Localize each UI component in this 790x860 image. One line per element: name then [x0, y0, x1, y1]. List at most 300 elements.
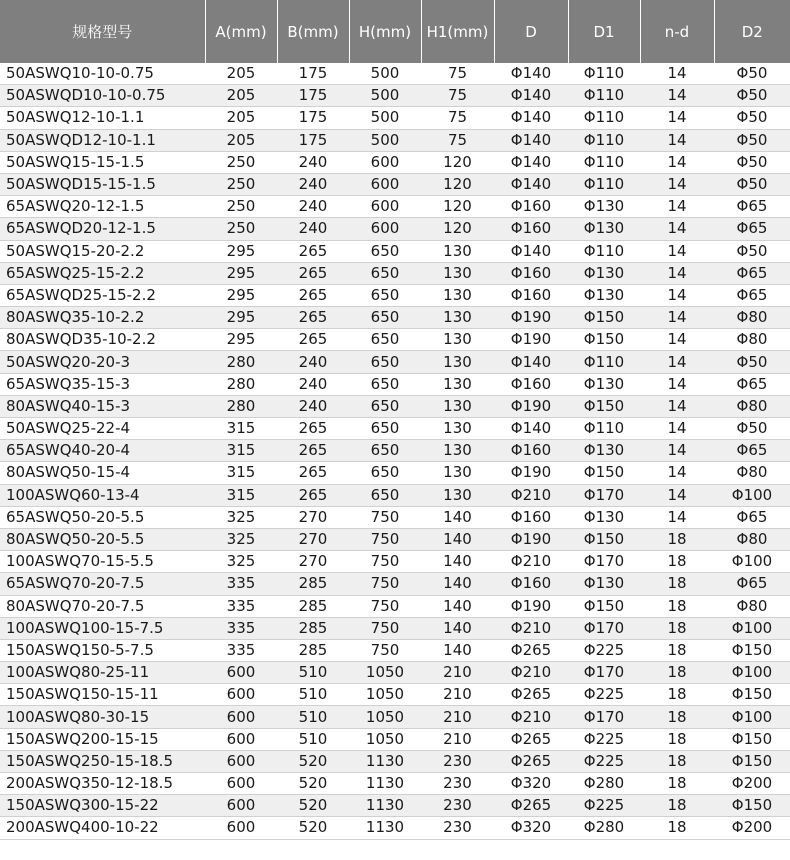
value-cell: 14	[640, 173, 714, 195]
value-cell: 295	[205, 284, 277, 306]
value-cell: Φ150	[714, 795, 790, 817]
model-cell: 50ASWQ12-10-1.1	[0, 107, 205, 129]
value-cell: 600	[205, 817, 277, 839]
value-cell: Φ320	[494, 817, 568, 839]
value-cell: Φ190	[494, 329, 568, 351]
value-cell: 14	[640, 107, 714, 129]
value-cell: 230	[421, 773, 494, 795]
value-cell: Φ150	[714, 728, 790, 750]
value-cell: Φ130	[568, 262, 640, 284]
table-row	[0, 795, 790, 817]
value-cell: Φ265	[494, 639, 568, 661]
table-row	[0, 484, 790, 506]
value-cell: Φ140	[494, 151, 568, 173]
model-cell: 100ASWQ60-13-4	[0, 484, 205, 506]
value-cell: 510	[277, 662, 349, 684]
model-cell: 100ASWQ80-30-15	[0, 706, 205, 728]
value-cell: Φ110	[568, 151, 640, 173]
value-cell: 270	[277, 528, 349, 550]
value-cell: Φ265	[494, 728, 568, 750]
table-row	[0, 351, 790, 373]
model-cell: 150ASWQ150-15-11	[0, 684, 205, 706]
value-cell: 14	[640, 85, 714, 107]
value-cell: Φ150	[568, 528, 640, 550]
value-cell: Φ80	[714, 595, 790, 617]
value-cell: Φ320	[494, 773, 568, 795]
value-cell: 650	[349, 262, 421, 284]
value-cell: 1130	[349, 773, 421, 795]
value-cell: 120	[421, 173, 494, 195]
value-cell: 335	[205, 595, 277, 617]
value-cell: Φ110	[568, 107, 640, 129]
value-cell: 230	[421, 795, 494, 817]
value-cell: Φ65	[714, 262, 790, 284]
header-row	[0, 0, 790, 63]
value-cell: 240	[277, 151, 349, 173]
value-cell: 250	[205, 173, 277, 195]
value-cell: Φ190	[494, 595, 568, 617]
model-cell: 150ASWQ200-15-15	[0, 728, 205, 750]
value-cell: 18	[640, 795, 714, 817]
value-cell: 210	[421, 662, 494, 684]
value-cell: Φ50	[714, 418, 790, 440]
value-cell: 250	[205, 218, 277, 240]
value-cell: 600	[349, 173, 421, 195]
value-cell: 650	[349, 329, 421, 351]
value-cell: 75	[421, 63, 494, 85]
table-row	[0, 63, 790, 85]
value-cell: Φ190	[494, 462, 568, 484]
value-cell: Φ110	[568, 63, 640, 85]
value-cell: Φ50	[714, 240, 790, 262]
value-cell: 325	[205, 528, 277, 550]
model-cell: 65ASWQ20-12-1.5	[0, 196, 205, 218]
value-cell: 205	[205, 129, 277, 151]
value-cell: 285	[277, 639, 349, 661]
value-cell: 18	[640, 595, 714, 617]
value-cell: Φ225	[568, 750, 640, 772]
value-cell: Φ110	[568, 240, 640, 262]
value-cell: 140	[421, 551, 494, 573]
value-cell: Φ160	[494, 440, 568, 462]
value-cell: 750	[349, 617, 421, 639]
value-cell: Φ100	[714, 484, 790, 506]
value-cell: Φ65	[714, 373, 790, 395]
value-cell: 265	[277, 240, 349, 262]
table-row	[0, 107, 790, 129]
value-cell: Φ225	[568, 795, 640, 817]
value-cell: 240	[277, 196, 349, 218]
value-cell: 14	[640, 284, 714, 306]
value-cell: 120	[421, 151, 494, 173]
value-cell: 315	[205, 462, 277, 484]
value-cell: Φ65	[714, 218, 790, 240]
value-cell: 500	[349, 63, 421, 85]
value-cell: 650	[349, 240, 421, 262]
value-cell: Φ210	[494, 706, 568, 728]
value-cell: Φ80	[714, 528, 790, 550]
model-cell: 65ASWQD20-12-1.5	[0, 218, 205, 240]
value-cell: Φ265	[494, 795, 568, 817]
value-cell: 240	[277, 218, 349, 240]
value-cell: 520	[277, 773, 349, 795]
model-cell: 65ASWQ25-15-2.2	[0, 262, 205, 284]
value-cell: 250	[205, 151, 277, 173]
column-header: B(mm)	[277, 0, 349, 63]
column-header: n-d	[640, 0, 714, 63]
value-cell: 295	[205, 329, 277, 351]
value-cell: 315	[205, 440, 277, 462]
table-row	[0, 551, 790, 573]
table-row	[0, 262, 790, 284]
value-cell: Φ140	[494, 63, 568, 85]
value-cell: 14	[640, 506, 714, 528]
value-cell: 210	[421, 706, 494, 728]
column-header: H1(mm)	[421, 0, 494, 63]
value-cell: 14	[640, 351, 714, 373]
value-cell: 315	[205, 484, 277, 506]
value-cell: 18	[640, 684, 714, 706]
value-cell: Φ160	[494, 284, 568, 306]
value-cell: 14	[640, 240, 714, 262]
value-cell: Φ150	[568, 462, 640, 484]
value-cell: Φ100	[714, 662, 790, 684]
value-cell: 18	[640, 750, 714, 772]
value-cell: Φ80	[714, 462, 790, 484]
value-cell: 520	[277, 817, 349, 839]
table-row	[0, 196, 790, 218]
table-row	[0, 462, 790, 484]
value-cell: 14	[640, 373, 714, 395]
value-cell: 1050	[349, 706, 421, 728]
column-header: D1	[568, 0, 640, 63]
value-cell: 230	[421, 750, 494, 772]
value-cell: 265	[277, 329, 349, 351]
value-cell: 265	[277, 284, 349, 306]
value-cell: 600	[205, 773, 277, 795]
table-row	[0, 129, 790, 151]
value-cell: 14	[640, 151, 714, 173]
value-cell: 650	[349, 351, 421, 373]
value-cell: 240	[277, 373, 349, 395]
model-cell: 80ASWQ50-20-5.5	[0, 528, 205, 550]
value-cell: 650	[349, 307, 421, 329]
table-row	[0, 750, 790, 772]
value-cell: 265	[277, 440, 349, 462]
column-header: A(mm)	[205, 0, 277, 63]
value-cell: 265	[277, 262, 349, 284]
value-cell: Φ190	[494, 528, 568, 550]
table-row	[0, 440, 790, 462]
table-row	[0, 329, 790, 351]
value-cell: Φ50	[714, 351, 790, 373]
table-row	[0, 418, 790, 440]
model-cell: 50ASWQD15-15-1.5	[0, 173, 205, 195]
model-cell: 100ASWQ80-25-11	[0, 662, 205, 684]
value-cell: 175	[277, 107, 349, 129]
table-row	[0, 573, 790, 595]
value-cell: 175	[277, 85, 349, 107]
table-row	[0, 662, 790, 684]
value-cell: Φ140	[494, 107, 568, 129]
table-body	[0, 63, 790, 839]
table-row	[0, 85, 790, 107]
value-cell: 75	[421, 85, 494, 107]
value-cell: 140	[421, 595, 494, 617]
table-row	[0, 684, 790, 706]
value-cell: Φ130	[568, 196, 640, 218]
value-cell: 295	[205, 307, 277, 329]
value-cell: 14	[640, 440, 714, 462]
value-cell: 500	[349, 107, 421, 129]
value-cell: Φ130	[568, 373, 640, 395]
value-cell: 500	[349, 85, 421, 107]
value-cell: Φ210	[494, 662, 568, 684]
model-cell: 80ASWQ35-10-2.2	[0, 307, 205, 329]
value-cell: Φ80	[714, 307, 790, 329]
value-cell: 265	[277, 418, 349, 440]
value-cell: 335	[205, 617, 277, 639]
value-cell: Φ190	[494, 395, 568, 417]
value-cell: 1050	[349, 662, 421, 684]
value-cell: 650	[349, 440, 421, 462]
value-cell: 650	[349, 484, 421, 506]
model-cell: 50ASWQ10-10-0.75	[0, 63, 205, 85]
value-cell: Φ265	[494, 684, 568, 706]
value-cell: 1130	[349, 750, 421, 772]
value-cell: 14	[640, 329, 714, 351]
value-cell: 18	[640, 551, 714, 573]
table-row	[0, 151, 790, 173]
table-row	[0, 307, 790, 329]
value-cell: Φ110	[568, 173, 640, 195]
table-row	[0, 773, 790, 795]
value-cell: 295	[205, 240, 277, 262]
value-cell: 750	[349, 595, 421, 617]
value-cell: 520	[277, 750, 349, 772]
value-cell: Φ160	[494, 196, 568, 218]
value-cell: 280	[205, 395, 277, 417]
value-cell: 750	[349, 573, 421, 595]
column-header: D	[494, 0, 568, 63]
value-cell: Φ150	[568, 595, 640, 617]
value-cell: 600	[205, 795, 277, 817]
table-row	[0, 595, 790, 617]
value-cell: Φ100	[714, 706, 790, 728]
value-cell: 130	[421, 262, 494, 284]
value-cell: 18	[640, 573, 714, 595]
table-row	[0, 284, 790, 306]
model-cell: 65ASWQD25-15-2.2	[0, 284, 205, 306]
value-cell: 285	[277, 573, 349, 595]
value-cell: Φ65	[714, 284, 790, 306]
value-cell: Φ160	[494, 373, 568, 395]
value-cell: Φ50	[714, 85, 790, 107]
model-cell: 80ASWQ50-15-4	[0, 462, 205, 484]
value-cell: Φ150	[568, 395, 640, 417]
value-cell: 650	[349, 395, 421, 417]
value-cell: Φ110	[568, 85, 640, 107]
value-cell: 130	[421, 484, 494, 506]
value-cell: 1130	[349, 817, 421, 839]
value-cell: Φ170	[568, 706, 640, 728]
value-cell: 130	[421, 373, 494, 395]
value-cell: 315	[205, 418, 277, 440]
table-row	[0, 240, 790, 262]
value-cell: Φ130	[568, 506, 640, 528]
value-cell: 750	[349, 639, 421, 661]
value-cell: Φ130	[568, 573, 640, 595]
table-row	[0, 817, 790, 839]
model-cell: 200ASWQ400-10-22	[0, 817, 205, 839]
value-cell: Φ65	[714, 440, 790, 462]
model-cell: 80ASWQ70-20-7.5	[0, 595, 205, 617]
value-cell: Φ80	[714, 395, 790, 417]
value-cell: 205	[205, 85, 277, 107]
value-cell: Φ50	[714, 107, 790, 129]
value-cell: 140	[421, 573, 494, 595]
value-cell: Φ140	[494, 418, 568, 440]
value-cell: 510	[277, 684, 349, 706]
value-cell: Φ150	[714, 750, 790, 772]
value-cell: Φ140	[494, 173, 568, 195]
value-cell: 600	[205, 706, 277, 728]
value-cell: 335	[205, 573, 277, 595]
value-cell: Φ150	[714, 684, 790, 706]
value-cell: 18	[640, 728, 714, 750]
value-cell: Φ160	[494, 573, 568, 595]
value-cell: 14	[640, 418, 714, 440]
value-cell: 1050	[349, 728, 421, 750]
value-cell: Φ100	[714, 551, 790, 573]
model-cell: 150ASWQ250-15-18.5	[0, 750, 205, 772]
model-cell: 50ASWQ25-22-4	[0, 418, 205, 440]
value-cell: Φ65	[714, 573, 790, 595]
table-row	[0, 373, 790, 395]
table-row	[0, 617, 790, 639]
value-cell: 265	[277, 307, 349, 329]
value-cell: 750	[349, 506, 421, 528]
value-cell: Φ225	[568, 728, 640, 750]
value-cell: Φ50	[714, 63, 790, 85]
value-cell: Φ280	[568, 773, 640, 795]
value-cell: Φ190	[494, 307, 568, 329]
value-cell: 295	[205, 262, 277, 284]
value-cell: Φ210	[494, 617, 568, 639]
value-cell: 270	[277, 506, 349, 528]
value-cell: 14	[640, 307, 714, 329]
model-cell: 65ASWQ35-15-3	[0, 373, 205, 395]
table-row	[0, 173, 790, 195]
model-cell: 65ASWQ70-20-7.5	[0, 573, 205, 595]
model-cell: 65ASWQ40-20-4	[0, 440, 205, 462]
value-cell: 600	[349, 151, 421, 173]
value-cell: 14	[640, 196, 714, 218]
model-cell: 50ASWQ15-20-2.2	[0, 240, 205, 262]
value-cell: Φ140	[494, 129, 568, 151]
value-cell: 18	[640, 662, 714, 684]
value-cell: Φ200	[714, 773, 790, 795]
value-cell: Φ200	[714, 817, 790, 839]
value-cell: Φ130	[568, 284, 640, 306]
model-cell: 50ASWQ15-15-1.5	[0, 151, 205, 173]
value-cell: Φ50	[714, 129, 790, 151]
model-cell: 65ASWQ50-20-5.5	[0, 506, 205, 528]
value-cell: 265	[277, 484, 349, 506]
value-cell: Φ170	[568, 617, 640, 639]
value-cell: 250	[205, 196, 277, 218]
value-cell: Φ170	[568, 484, 640, 506]
value-cell: 130	[421, 307, 494, 329]
value-cell: 650	[349, 462, 421, 484]
model-cell: 200ASWQ350-12-18.5	[0, 773, 205, 795]
table-row	[0, 395, 790, 417]
value-cell: Φ140	[494, 351, 568, 373]
value-cell: 500	[349, 129, 421, 151]
table-row	[0, 506, 790, 528]
value-cell: 130	[421, 462, 494, 484]
value-cell: Φ65	[714, 506, 790, 528]
value-cell: 280	[205, 373, 277, 395]
model-cell: 50ASWQ20-20-3	[0, 351, 205, 373]
value-cell: 270	[277, 551, 349, 573]
value-cell: 240	[277, 351, 349, 373]
value-cell: Φ140	[494, 240, 568, 262]
value-cell: 18	[640, 706, 714, 728]
value-cell: Φ225	[568, 684, 640, 706]
value-cell: 14	[640, 218, 714, 240]
value-cell: 1130	[349, 795, 421, 817]
value-cell: 335	[205, 639, 277, 661]
model-cell: 80ASWQ40-15-3	[0, 395, 205, 417]
model-cell: 50ASWQD10-10-0.75	[0, 85, 205, 107]
value-cell: 510	[277, 728, 349, 750]
value-cell: Φ100	[714, 617, 790, 639]
value-cell: 140	[421, 506, 494, 528]
value-cell: Φ110	[568, 351, 640, 373]
value-cell: Φ65	[714, 196, 790, 218]
model-cell: 80ASWQD35-10-2.2	[0, 329, 205, 351]
value-cell: Φ225	[568, 639, 640, 661]
value-cell: 175	[277, 63, 349, 85]
value-cell: 14	[640, 484, 714, 506]
value-cell: Φ110	[568, 418, 640, 440]
value-cell: 280	[205, 351, 277, 373]
column-header: 规格型号	[0, 0, 205, 63]
value-cell: 18	[640, 773, 714, 795]
value-cell: Φ160	[494, 262, 568, 284]
value-cell: 120	[421, 218, 494, 240]
value-cell: 325	[205, 506, 277, 528]
value-cell: Φ130	[568, 440, 640, 462]
value-cell: 285	[277, 595, 349, 617]
value-cell: 600	[205, 728, 277, 750]
value-cell: Φ150	[568, 307, 640, 329]
column-header: D2	[714, 0, 790, 63]
value-cell: 600	[349, 196, 421, 218]
table-row	[0, 639, 790, 661]
value-cell: 650	[349, 373, 421, 395]
value-cell: 600	[349, 218, 421, 240]
value-cell: 18	[640, 528, 714, 550]
value-cell: 1050	[349, 684, 421, 706]
value-cell: 510	[277, 706, 349, 728]
value-cell: 14	[640, 129, 714, 151]
value-cell: 120	[421, 196, 494, 218]
value-cell: Φ265	[494, 750, 568, 772]
value-cell: 18	[640, 817, 714, 839]
value-cell: Φ160	[494, 218, 568, 240]
